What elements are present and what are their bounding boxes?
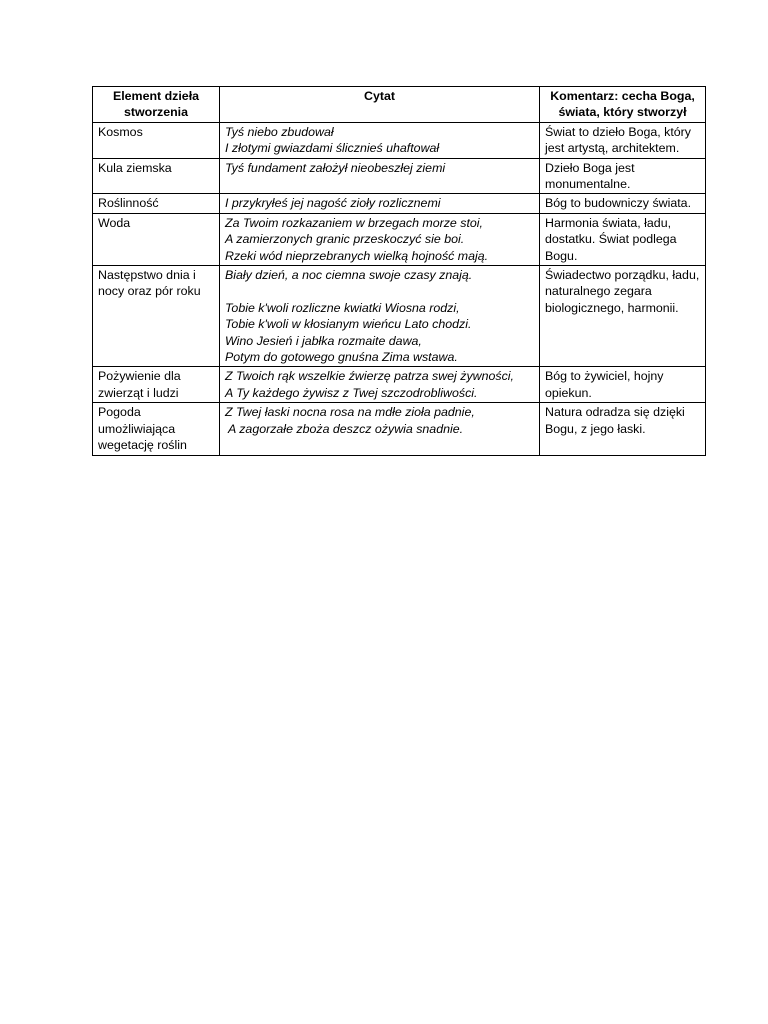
table-row (93, 194, 706, 213)
table-row (93, 158, 706, 194)
quote-line: Za Twoim rozkazaniem w brzegach morze stoi, (225, 215, 483, 230)
cell-comment: Natura odradza się dzięki Bogu, z jego łaski. (540, 403, 706, 455)
table-row (93, 122, 706, 158)
header-comment: Komentarz: cecha Boga, świata, który stworzył (540, 87, 706, 123)
cell-quote (220, 213, 540, 265)
quote-line: Tyś fundament założył nieobeszłej ziemi (225, 160, 446, 175)
quote-line: Tobie k'woli w kłosianym wieńcu Lato chodzi. (225, 317, 472, 332)
header-element: Element dzieła stworzenia (93, 87, 220, 123)
cell-comment: Bóg to budowniczy świata. (540, 194, 706, 213)
creation-table (92, 86, 706, 456)
cell-element: Kula ziemska (93, 158, 220, 194)
cell-comment: Świadectwo porządku, ładu, naturalnego zegara biologicznego, harmonii. (540, 266, 706, 367)
cell-comment: Świat to dzieło Boga, który jest artystą, architektem. (540, 122, 706, 158)
cell-element: Kosmos (93, 122, 220, 158)
quote-line: Tobie k'woli rozliczne kwiatki Wiosna rodzi, (225, 300, 460, 315)
quote-line: Z Twoich rąk wszelkie źwierzę patrza swej żywności, (225, 369, 514, 384)
quote-line: I przykryłeś jej nagość zioły rozlicznemi (225, 196, 441, 211)
cell-element: Pogoda umożliwiająca wegetację roślin (93, 403, 220, 455)
cell-element: Następstwo dnia i nocy oraz pór roku (93, 266, 220, 367)
table-row (93, 266, 706, 367)
quote-line: A zamierzonych granic przeskoczyć sie boi. (225, 232, 465, 247)
quote-line: Tyś niebo zbudował (225, 124, 334, 139)
table-row (93, 367, 706, 403)
cell-comment: Harmonia świata, ładu, dostatku. Świat podlega Bogu. (540, 213, 706, 265)
cell-quote (220, 122, 540, 158)
cell-quote (220, 194, 540, 213)
quote-line: Potym do gotowego gnuśna Zima wstawa. (225, 350, 458, 365)
header-quote: Cytat (220, 87, 540, 123)
cell-comment: Dzieło Boga jest monumentalne. (540, 158, 706, 194)
cell-quote (220, 403, 540, 455)
cell-quote (220, 266, 540, 367)
table-header-row (93, 87, 706, 123)
quote-line: Biały dzień, a noc ciemna swoje czasy znają. (225, 268, 473, 283)
quote-line: Wino Jesień i jabłka rozmaite dawa, (225, 333, 422, 348)
quote-line: I złotymi gwiazdami ślicznieś uhaftował (225, 141, 440, 156)
quote-line: A Ty każdego żywisz z Twej szczodrobliwości. (225, 385, 478, 400)
cell-element: Roślinność (93, 194, 220, 213)
quote-line: Rzeki wód nieprzebranych wielką hojność mają. (225, 248, 489, 263)
quote-blank-line (225, 283, 534, 299)
quote-line: A zagorzałe zboża deszcz ożywia snadnie. (225, 421, 464, 436)
table-row (93, 403, 706, 455)
cell-element: Pożywienie dla zwierząt i ludzi (93, 367, 220, 403)
table-row (93, 213, 706, 265)
cell-quote (220, 367, 540, 403)
cell-comment: Bóg to żywiciel, hojny opiekun. (540, 367, 706, 403)
cell-quote (220, 158, 540, 194)
quote-line: Z Twej łaski nocna rosa na mdłe zioła padnie, (225, 405, 475, 420)
cell-element: Woda (93, 213, 220, 265)
